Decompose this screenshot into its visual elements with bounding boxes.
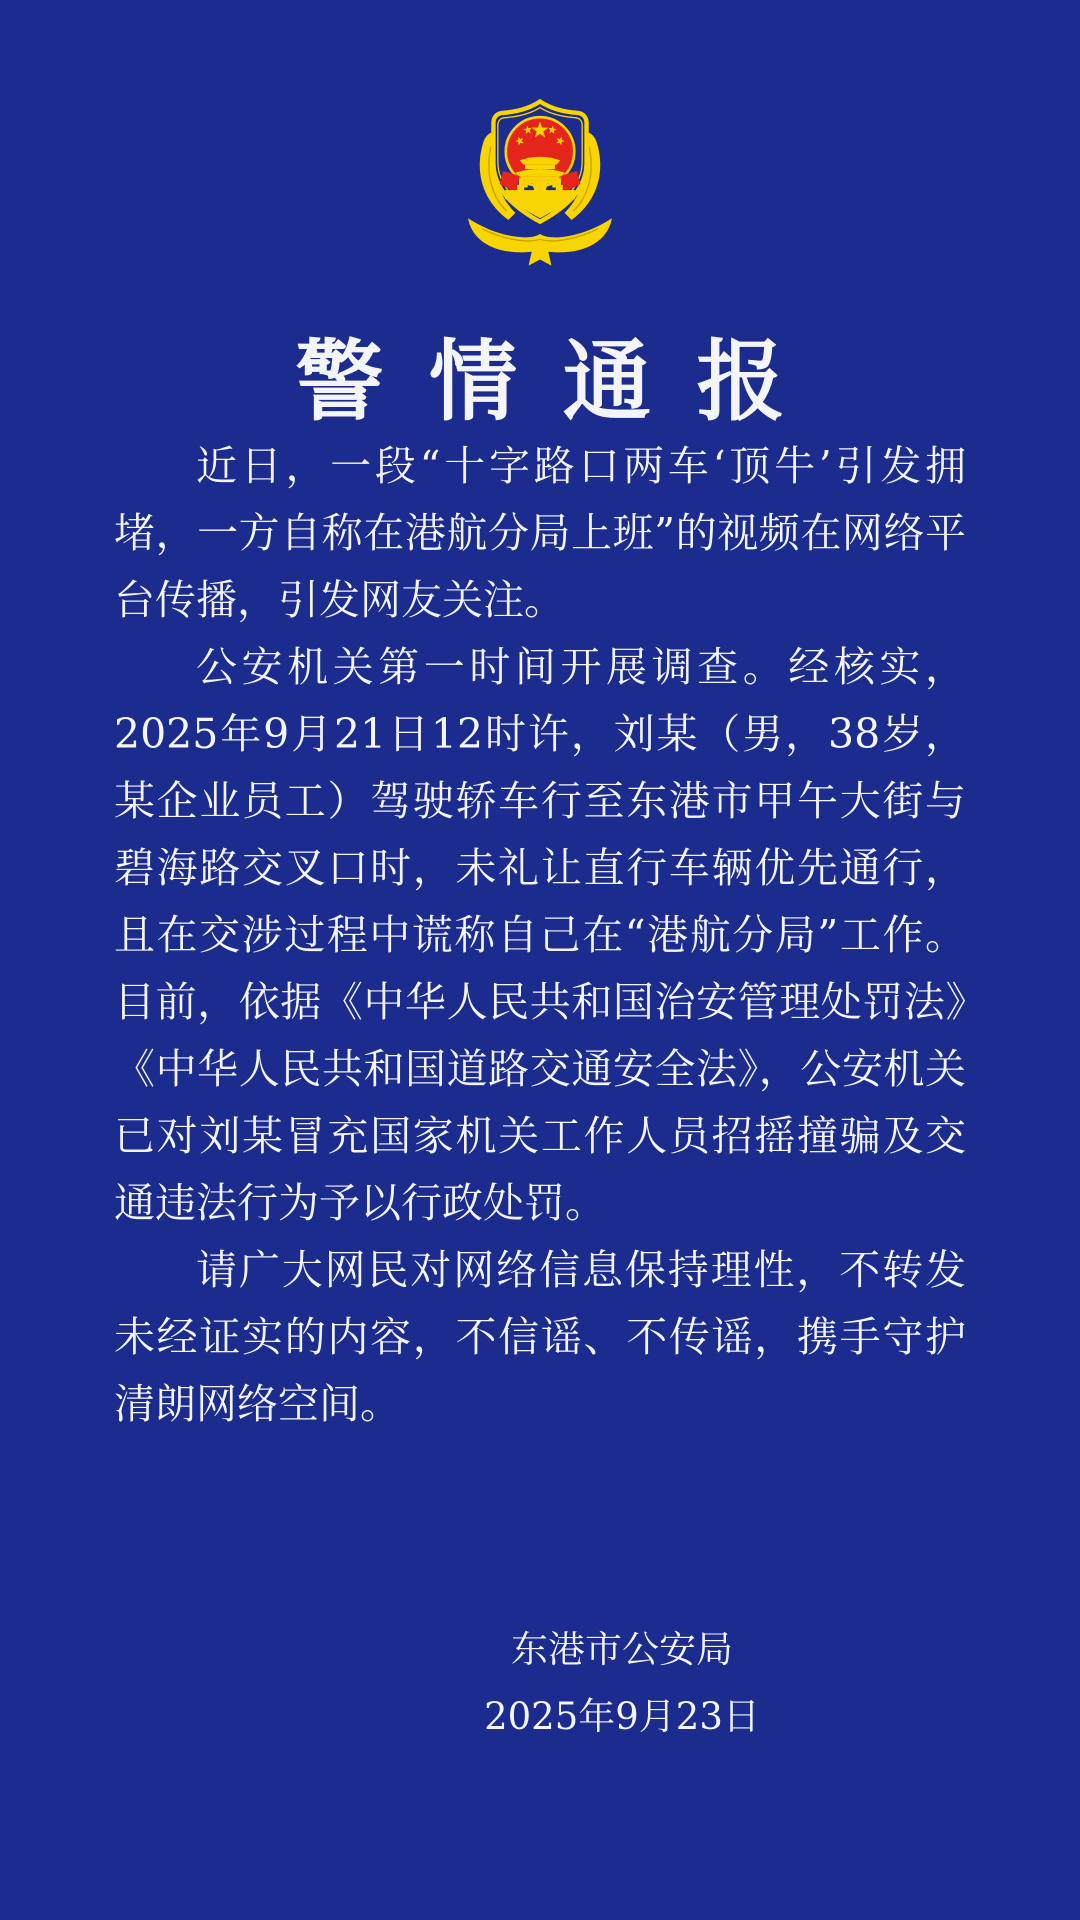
tiananmen-gate <box>515 157 564 188</box>
notice-title-text: 警情通报 <box>295 329 831 433</box>
police-badge-icon <box>452 90 628 270</box>
signature-inner <box>484 1616 760 1750</box>
badge-base <box>468 218 612 265</box>
signature-block <box>0 1616 1080 1750</box>
paragraph-investigation-result: 公安机关第一时间开展调查。经核实，2025年9月21日12时许，刘某（男，38岁，某企业员工）驾驶轿车行至东港市甲午大街与碧海路交叉口时，未礼让直行车辆优先通行，且在交涉过程中谎称自己在“港航分局”工作。目前，依据《中华人民共和国治安管理处罚法》《中华人民共和国道路交通安全法》，公安机关已对刘某冒充国家机关工作人员招摇撞骗及交通违法行为予以行政处罚。 <box>114 643 966 1227</box>
paragraph-public-appeal: 请广大网民对网络信息保持理性，不转发未经证实的内容，不信谣、不传谣，携手守护清朗网络空间。 <box>114 1246 966 1428</box>
notice-title <box>0 312 1080 438</box>
issue-date: 2025年9月23日 <box>484 1695 760 1738</box>
paragraph-incident-video: 近日，一段“十字路口两车‘顶牛’引发拥堵，一方自称在港航分局上班”的视频在网络平台传播，引发网友关注。 <box>114 442 966 624</box>
notice-body <box>114 433 966 1438</box>
issuing-agency: 东港市公安局 <box>510 1628 733 1671</box>
